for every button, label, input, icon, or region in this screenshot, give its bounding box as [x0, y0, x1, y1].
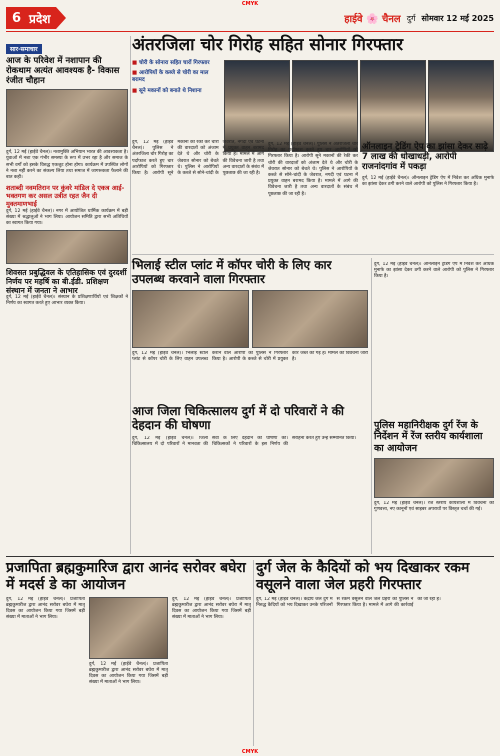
left-body: दुर्ग, 12 मई (हाईवे चैनल)। नशामुक्ति अभियान भारत की आवश्यकता है। युवाओं में नशा एक गंभीर समस्या के रूप में उभर रहा है और समाज के सभी वर्गों को इसके विरुद्ध एकजुट होना होगा। कार्यक्रम में उपस्थित लोगों ने नशा नहीं करने का संकल्प लिया तथा समाज में जागरूकता फैलाने की बात कही।	[6, 150, 128, 181]
health-body: दुर्ग, 12 मई (हाईवे चैनल)। जिला चिकित्सालय में दो परिवारों ने मानवता की सेवा के लिए देहदान की घोषणा की। चिकित्सकों ने परिवारों के इस निर्णय की सराहना करते हुए उन्हें सम्मानित किया।	[132, 435, 357, 447]
suspect-photo	[224, 60, 290, 152]
bhilai-body: दुर्ग, 12 मई (हाईवे चैनल)। भिलाई स्टील प्लांट से कॉपर चोरी के लिए वाहन उपलब्ध कराने वाले आरोपी को पुलिस ने गिरफ्तार किया है। आरोपी के कब्जे से चोरी में प्रयुक्त कार जब्त की गई है। मामले की विवेचना जारी है।	[132, 350, 368, 362]
bottom-divider	[6, 556, 494, 557]
story-police-side	[374, 262, 494, 412]
left-story2-photo	[6, 230, 128, 264]
bhilai-photo	[132, 290, 249, 348]
header-rule	[6, 31, 494, 32]
police-body: दुर्ग, 12 मई (हाईवे चैनल)। रेंज स्तरीय कार्यशाला में विवेचना की गुणवत्ता, नए कानूनों एवं साइबर अपराधों पर विस्तृत चर्चा की गई।	[374, 501, 494, 513]
main-headline: अंतरजिला चोर गिरोह सहित सोनार गिरफ्तार	[132, 35, 404, 55]
story-health	[132, 404, 368, 536]
main-bullets	[132, 60, 220, 152]
story-police	[374, 420, 494, 571]
masthead	[6, 7, 494, 29]
suspect-photos	[224, 60, 494, 152]
brahma-body: दुर्ग, 12 मई (हाईवे चैनल)। प्रजापिता ब्रह्मकुमारीज द्वारा आनंद सरोवर बघेरा में मातृ दिवस का आयोजन किया गया जिसमें बड़ी संख्या में माताओं ने भाग लिया।	[6, 596, 85, 621]
left-photo	[6, 89, 128, 147]
page-tab	[6, 7, 56, 29]
column-divider	[253, 560, 254, 746]
bhilai-photo	[252, 290, 369, 348]
tab-arrow-icon	[56, 7, 66, 29]
main-body-columns	[132, 140, 264, 252]
suspect-photo	[428, 60, 494, 152]
story-jail	[256, 560, 494, 729]
main-body: दुर्ग, 12 मई (हाईवे चैनल)। पुलिस ने अंतरजिला चोर गिरोह का पर्दाफाश करते हुए चार आरोपियों को गिरफ्तार किया है। आरोपी सूने मकानों की रेकी कर चोरी की वारदातों को अंजाम देते थे और चोरी के जेवरात सोनार को बेचते थे। पुलिस ने आरोपियों के कब्जे से सोने-चांदी के जेवरात, नगदी एवं घटना में प्रयुक्त वाहन बरामद किया है। मामले में आगे की विवेचना जारी है तथा अन्य वारदातों के संबंध में पूछताछ की जा रही है।	[132, 140, 264, 176]
issue-date: सोमवार 12 मई 2025	[421, 13, 494, 23]
left-story3-headline: शिवसत प्रबुद्धिवल के एतिहासिक एवं दुरदर्शी निर्णय पर महर्षि का बी.ईडी. प्रशिक्षण संस्थान में जनता ने आभार	[6, 268, 127, 296]
cmyk-marker-top: CMYK	[241, 1, 259, 7]
side-story	[268, 142, 494, 250]
jail-body: दुर्ग, 12 मई (हाईवे चैनल)। केंद्रीय जेल दुर्ग में निरुद्ध कैदियों को भय दिखाकर उनके परिजनों से रकम वसूलने वाले जेल प्रहरी को पुलिस ने गिरफ्तार किया है। मामले में आगे की कार्रवाई की जा रही है।	[256, 596, 441, 608]
main-story	[132, 36, 494, 152]
suspect-photo	[360, 60, 426, 152]
bhilai-body-columns	[132, 351, 368, 405]
left-story2-headline: शताब्दी नवमतिरान पर कुंवरे मांडिल दे एकत्र आई- भक्तगण कर असल उत्रीत रहत जैन दी मुक्तमाणभाई	[6, 184, 125, 208]
column-divider	[130, 36, 131, 554]
main-bullet: ■ सूने मकानों को बनाते थे निशाना	[132, 88, 220, 95]
column-divider	[371, 258, 372, 554]
health-headline: आज जिला चिकित्सालय दुर्ग में दो परिवारों ने की देहदान की घोषणा	[132, 404, 345, 433]
left-headline: आज के परिवेश में नशापान की रोकथाम अत्यंत आवश्यक है- विकास रंजीत चौहान	[6, 56, 120, 86]
side-body: दुर्ग, 12 मई (हाईवे चैनल)। ऑनलाइन ट्रेडिंग ऐप में निवेश कर अधिक मुनाफे का झांसा देकर ठगी करने वाले आरोपी को पुलिस ने गिरफ्तार किया है।	[362, 175, 494, 187]
main-bullet: ■ चोरी के सोनारा सहित चारों गिरफ्तार	[132, 60, 220, 67]
cmyk-marker-bottom: CMYK	[241, 749, 259, 755]
masthead-right	[344, 11, 494, 25]
police-headline: पुलिस महानिरीक्षक दुर्ग रेंज के निर्देशन में रेंज स्तरीय कार्यशाला का आयोजन	[374, 420, 483, 454]
jail-headline: दुर्ग जेल के कैदियों को भय दिखाकर रकम वसूलने वाला जेल प्रहरी गिरफ्तार	[256, 560, 470, 593]
story-bhilai	[132, 258, 368, 405]
suspect-photo	[292, 60, 358, 152]
main-body-continued: दुर्ग, 12 मई (हाईवे चैनल)। पुलिस ने अंतरजिला चोर गिरोह का पर्दाफाश करते हुए चार आरोपियों को गिरफ्तार किया है। आरोपी सूने मकानों की रेकी कर चोरी की वारदातों को अंजाम देते थे और चोरी के जेवरात सोनार को बेचते थे। पुलिस ने आरोपियों के कब्जे से सोने-चांदी के जेवरात, नगदी एवं घटना में प्रयुक्त वाहन बरामद किया है। मामले में आगे की विवेचना जारी है तथा अन्य वारदातों के संबंध में पूछताछ की जा रही है।	[268, 142, 358, 197]
city-name: दुर्ग	[406, 13, 416, 23]
left-column	[6, 36, 128, 556]
bhilai-headline: भिलाई स्टील प्लांट में कॉपर चोरी के लिए कार उपलब्ध करवाने वाला गिरफ्तार	[132, 258, 332, 287]
brahma-photo	[89, 597, 168, 659]
jail-body-columns	[256, 597, 494, 729]
left-story2-body: दुर्ग, 12 मई (हाईवे चैनल)। नगर में आयोजित धार्मिक कार्यक्रम में बड़ी संख्या में श्रद्धालुओं ने भाग लिया। आयोजन समिति द्वारा सभी अतिथियों का स्वागत किया गया।	[6, 208, 128, 226]
section-title: प्रदेश	[29, 11, 51, 26]
page-number: 6	[12, 10, 22, 26]
police-photo	[374, 458, 494, 498]
left-story3-body: दुर्ग, 12 मई (हाईवे चैनल)। संस्थान के प्रशिक्षणार्थियों एवं शिक्षकों ने निर्णय का स्वागत करते हुए आभार व्यक्त किया।	[6, 295, 128, 307]
main-subrow	[132, 60, 494, 152]
brahma-col: दुर्ग, 12 मई (हाईवे चैनल)। प्रजापिता ब्रह्मकुमारीज द्वारा आनंद सरोवर बघेरा में मातृ दिवस का आयोजन किया गया जिसमें बड़ी संख्या में माताओं ने भाग लिया।	[172, 596, 251, 621]
side-headline: ऑनलाइन ट्रेडिंग ऐप का झांसा देकर साढ़े 7 लाख की धोखाधड़ी, आरोपी राजनांदगांव में पकड़ा	[362, 142, 488, 173]
brahma-headline: प्रजापिता ब्रह्मकुमारिज द्वारा आनंद सरोवर बघेरा में मदर्स डे का आयोजन	[6, 560, 246, 593]
health-body-columns	[132, 436, 368, 536]
main-bullet: ■ आरोपियों के कब्जे से चोरी का माल बरामद	[132, 70, 220, 84]
brahma-body-wrap	[6, 597, 251, 729]
row-divider	[132, 254, 494, 255]
paper-name: हाईवे 🌸 चैनल	[344, 14, 401, 25]
police-side-body: दुर्ग, 12 मई (हाईवे चैनल)। ऑनलाइन ट्रेडिंग ऐप में निवेश कर अधिक मुनाफे का झांसा देकर ठगी करने वाले आरोपी को पुलिस ने गिरफ्तार किया है।	[374, 262, 494, 280]
story-brahmakumari	[6, 560, 251, 729]
brahma-col	[6, 597, 85, 729]
brahma-col: दुर्ग, 12 मई (हाईवे चैनल)। प्रजापिता ब्रह्मकुमारीज द्वारा आनंद सरोवर बघेरा में मातृ दिवस का आयोजन किया गया जिसमें बड़ी संख्या में माताओं ने भाग लिया।	[89, 597, 168, 729]
bhilai-photos	[132, 290, 368, 348]
section-tag: सार-समाचार	[6, 44, 42, 54]
